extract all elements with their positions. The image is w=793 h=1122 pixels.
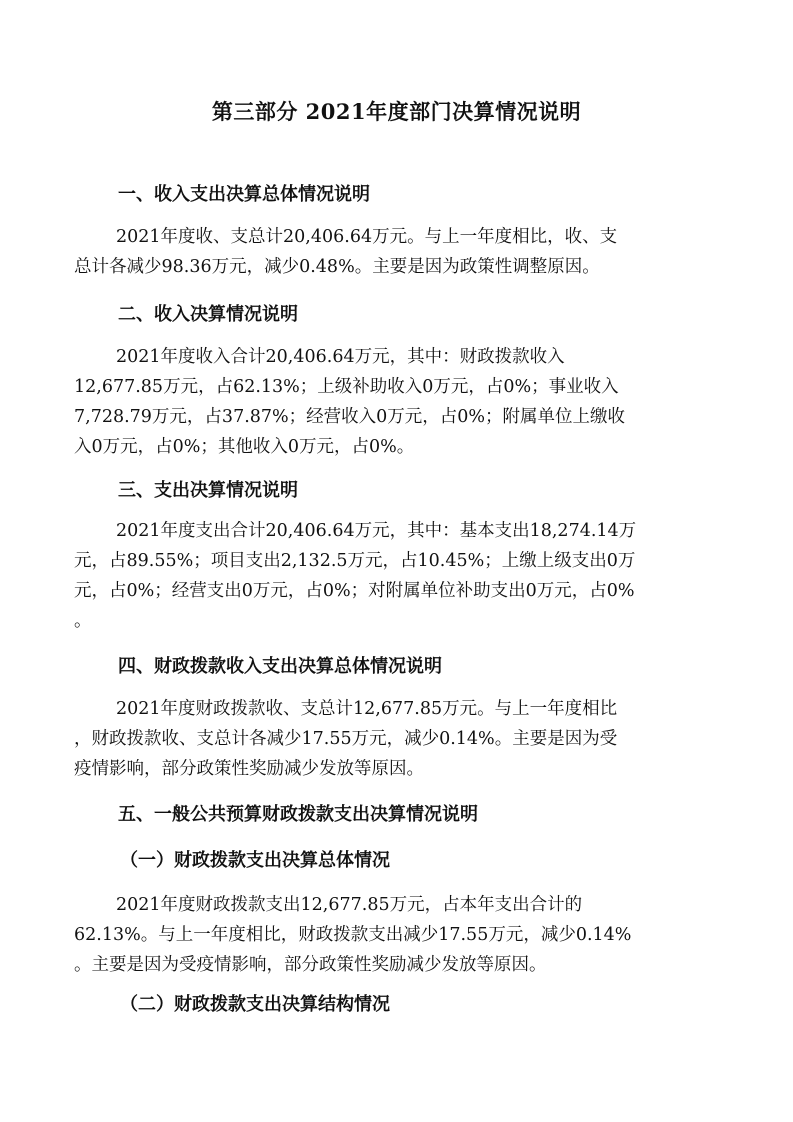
paragraph-income-expense-overview	[74, 222, 726, 282]
section-heading-general-budget-expense: 五、一般公共预算财政拨款支出决算情况说明	[118, 804, 478, 825]
paragraph-expense	[74, 516, 726, 636]
section-heading-fiscal-appropriation-overview: 四、财政拨款收入支出决算总体情况说明	[118, 656, 442, 677]
paragraph-line: 2021年度财政拨款收、支总计12,677.85万元。与上一年度相比	[116, 699, 618, 719]
paragraph-line: 元，占89.55%；项目支出2,132.5万元，占10.45%；上缴上级支出0万	[74, 551, 636, 571]
paragraph-line: 入0万元，占0%；其他收入0万元，占0%。	[74, 437, 415, 457]
paragraph-line: 。	[74, 611, 92, 631]
subsection-heading-expense-overview: （一）财政拨款支出决算总体情况	[120, 850, 390, 871]
paragraph-line: 2021年度收入合计20,406.64万元，其中：财政拨款收入	[116, 347, 565, 367]
paragraph-line: 总计各减少98.36万元，减少0.48%。主要是因为政策性调整原因。	[74, 257, 600, 277]
paragraph-fiscal-expense-overview	[74, 890, 726, 980]
section-heading-expense: 三、支出决算情况说明	[118, 480, 298, 501]
paragraph-line: 7,728.79万元，占37.87%；经营收入0万元，占0%；附属单位上缴收	[74, 407, 626, 427]
paragraph-line: 疫情影响，部分政策性奖励减少发放等原因。	[74, 759, 424, 779]
paragraph-line: 2021年度财政拨款支出12,677.85万元，占本年支出合计的	[116, 895, 583, 915]
document-title: 第三部分 2021年度部门决算情况说明	[211, 99, 582, 124]
section-heading-income-expense-overview: 一、收入支出决算总体情况说明	[118, 184, 370, 205]
paragraph-line: 12,677.85万元，占62.13%；上级补助收入0万元，占0%；事业收入	[74, 377, 619, 397]
paragraph-line: 元，占0%；经营支出0万元，占0%；对附属单位补助支出0万元，占0%	[74, 581, 635, 601]
paragraph-line: ，财政拨款收、支总计各减少17.55万元，减少0.14%。主要是因为受	[74, 729, 618, 749]
paragraph-fiscal-appropriation-overview	[74, 694, 726, 784]
subsection-heading-expense-structure: （二）财政拨款支出决算结构情况	[120, 994, 390, 1015]
paragraph-line: 。主要是因为受疫情影响，部分政策性奖励减少发放等原因。	[74, 955, 547, 975]
paragraph-line: 2021年度收、支总计20,406.64万元。与上一年度相比，收、支	[116, 227, 618, 247]
paragraph-income	[74, 342, 726, 462]
paragraph-line: 62.13%。与上一年度相比，财政拨款支出减少17.55万元，减少0.14%	[74, 925, 632, 945]
paragraph-line: 2021年度支出合计20,406.64万元，其中：基本支出18,274.14万	[116, 521, 637, 541]
section-heading-income: 二、收入决算情况说明	[118, 304, 298, 325]
